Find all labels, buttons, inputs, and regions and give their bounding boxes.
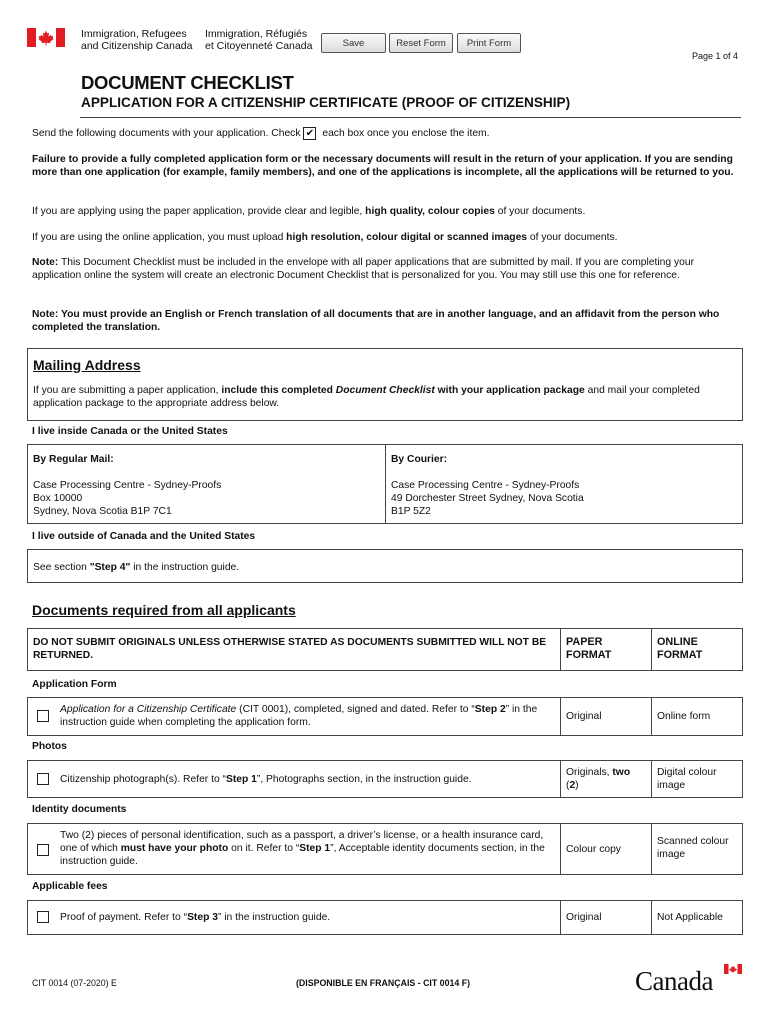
identity-step: Step 1 (299, 843, 331, 854)
app-form-post: ” in the instruction guide when completing the application form. (60, 704, 538, 728)
online-text: If you are using the online application, you must upload (32, 232, 284, 243)
identity-desc (60, 829, 555, 868)
identity-label: Identity documents (32, 804, 127, 815)
outside-text-bold: "Step 4" (89, 562, 131, 573)
application-form-label: Application Form (32, 679, 117, 690)
application-form-online: Online form (651, 697, 743, 736)
outside-canada-label: I live outside of Canada and the United States (32, 531, 256, 542)
note-checklist (32, 256, 740, 282)
identity-pre: Two (2) pieces of personal identification, such as a passport, a driver’s license, or a health insurance card, one of which (60, 830, 544, 854)
department-name-en (81, 28, 193, 52)
mailing-text-end: and mail your completed application package to the appropriate address below. (33, 385, 700, 409)
courier-line2: 49 Dorchester Street Sydney, Nova Scotia (391, 493, 584, 504)
documents-title: Documents required from all applicants (32, 602, 296, 618)
page-subtitle: APPLICATION FOR A CITIZENSHIP CERTIFICATE (PROOF OF CITIZENSHIP) (81, 95, 571, 110)
photos-pre: Citizenship photograph(s). Refer to “ (60, 774, 226, 785)
identity-checkbox[interactable] (37, 844, 49, 856)
photos-online: Digital colour image (651, 760, 743, 798)
fees-paper: Original (560, 900, 652, 935)
app-form-step: Step 2 (474, 704, 506, 715)
application-form-row (27, 697, 561, 736)
regular-mail-label: By Regular Mail: (33, 454, 114, 465)
fees-row (27, 900, 561, 935)
photos-label: Photos (32, 741, 67, 752)
online-format-header: ONLINE FORMAT (651, 628, 743, 671)
courier-line1: Case Processing Centre - Sydney-Proofs (391, 480, 580, 491)
fees-label: Applicable fees (32, 881, 108, 892)
courier-line3: B1P 5Z2 (391, 506, 431, 517)
application-form-desc (60, 703, 555, 729)
photos-paper-number: 2 (569, 780, 576, 791)
app-form-mid: (CIT 0001), completed, signed and dated. Refer to “ (239, 704, 475, 715)
wordmark-flag-icon (724, 964, 742, 974)
identity-row (27, 823, 561, 875)
form-id: CIT 0014 (07-2020) E (32, 978, 117, 988)
mailing-instructions (33, 384, 733, 410)
mailing-text-bold: include this completed (221, 385, 333, 396)
note-text: This Document Checklist must be included in the envelope with all paper applications that are submitted by mail. If you are completing your application online the system will create an electronic Document Checklist that is personalized for you. You may still use this one for reference. (32, 257, 695, 281)
note-translation: Note: You must provide an English or French translation of all documents that are in another language, and an affidavit from the person who completed the translation. (32, 309, 720, 333)
print-form-button[interactable]: Print Form (457, 33, 521, 53)
photos-paper: Originals, two (2) (560, 760, 652, 798)
warning-text: Failure to provide a fully completed application form or the necessary documents will result in the return of your application. If you are sending more than one application (for example, family members), and one of the applications is incomplete, all the applications will be returned to you. (32, 154, 734, 178)
paper-text-bold: high quality, colour copies (365, 206, 495, 217)
fees-online: Not Applicable (651, 900, 743, 935)
originals-warning: DO NOT SUBMIT ORIGINALS UNLESS OTHERWISE STATED AS DOCUMENTS SUBMITTED WILL NOT BE RETURNED. (27, 628, 561, 671)
send-instructions (32, 127, 740, 140)
courier-box (385, 444, 743, 524)
photos-row (27, 760, 561, 798)
outside-canada-text (33, 561, 239, 574)
identity-paper: Colour copy (560, 823, 652, 875)
mailing-text: If you are submitting a paper application, (33, 385, 219, 396)
page-title: DOCUMENT CHECKLIST (81, 72, 294, 93)
fees-step: Step 3 (187, 912, 218, 923)
online-instructions (32, 231, 740, 244)
courier-label: By Courier: (391, 454, 448, 465)
page-number: Page 1 of 4 (691, 51, 738, 61)
canada-flag-icon (27, 28, 65, 47)
outside-text-end: in the instruction guide. (133, 562, 240, 573)
application-form-checkbox[interactable] (37, 710, 49, 722)
fees-pre: Proof of payment. Refer to “ (60, 912, 188, 923)
note-label: Note: (32, 257, 59, 268)
title-divider (80, 117, 741, 118)
inside-canada-label: I live inside Canada or the United States (32, 426, 228, 437)
paper-instructions (32, 205, 740, 218)
identity-bold: must have your photo (120, 843, 229, 854)
regular-mail-line3: Sydney, Nova Scotia B1P 7C1 (33, 506, 172, 517)
app-form-italic: Application for a Citizenship Certificate (60, 704, 237, 715)
department-name-en-line1: Immigration, Refugees (81, 28, 187, 40)
save-button[interactable]: Save (321, 33, 386, 53)
online-text-end: of your documents. (529, 232, 618, 243)
regular-mail-line2: Box 10000 (33, 493, 83, 504)
courier-address (391, 479, 584, 518)
department-name-fr-line1: Immigration, Réfugiés (205, 28, 308, 40)
mailing-address-box (27, 348, 743, 421)
application-form-paper: Original (560, 697, 652, 736)
fees-desc (60, 911, 555, 924)
department-name-fr-line2: et Citoyenneté Canada (205, 40, 313, 52)
photos-paper-text: Originals, (566, 767, 610, 778)
canada-wordmark (635, 962, 743, 994)
mailing-text-bold2: with your application package (437, 385, 585, 396)
paper-text-end: of your documents. (497, 206, 586, 217)
send-text-end: each box once you enclose the item. (322, 128, 490, 140)
outside-text: See section (33, 562, 87, 573)
check-word: Check (271, 128, 301, 140)
check-mark-icon: ✔ (303, 127, 316, 140)
paper-format-header: PAPER FORMAT (560, 628, 652, 671)
regular-mail-line1: Case Processing Centre - Sydney-Proofs (33, 480, 222, 491)
identity-post: ”, Acceptable identity documents section, in the instruction guide. (60, 843, 545, 867)
department-name-en-line2: and Citizenship Canada (81, 40, 193, 52)
online-text-bold: high resolution, colour digital or scanned images (286, 232, 528, 243)
regular-mail-address (33, 479, 221, 518)
canada-wordmark-text: Canada (635, 966, 713, 996)
photos-paper-two: two (612, 767, 631, 778)
send-text: Send the following documents with your application. (32, 128, 269, 140)
identity-online: Scanned colour image (651, 823, 743, 875)
photos-post: ”, Photographs section, in the instruction guide. (256, 774, 472, 785)
regular-mail-box (27, 444, 386, 524)
department-name-fr (205, 28, 312, 52)
fees-checkbox[interactable] (37, 911, 49, 923)
mailing-address-title: Mailing Address (33, 357, 141, 373)
paper-text: If you are applying using the paper application, provide clear and legible, (32, 206, 363, 217)
reset-form-button[interactable]: Reset Form (389, 33, 453, 53)
photos-desc (60, 773, 555, 786)
outside-canada-box (27, 549, 743, 583)
fees-post: ” in the instruction guide. (217, 912, 331, 923)
mailing-text-italic: Document Checklist (335, 385, 435, 396)
identity-mid: on it. Refer to “ (231, 843, 300, 854)
photos-checkbox[interactable] (37, 773, 49, 785)
photos-step: Step 1 (225, 774, 257, 785)
french-version-note: (DISPONIBLE EN FRANÇAIS - CIT 0014 F) (296, 978, 471, 988)
